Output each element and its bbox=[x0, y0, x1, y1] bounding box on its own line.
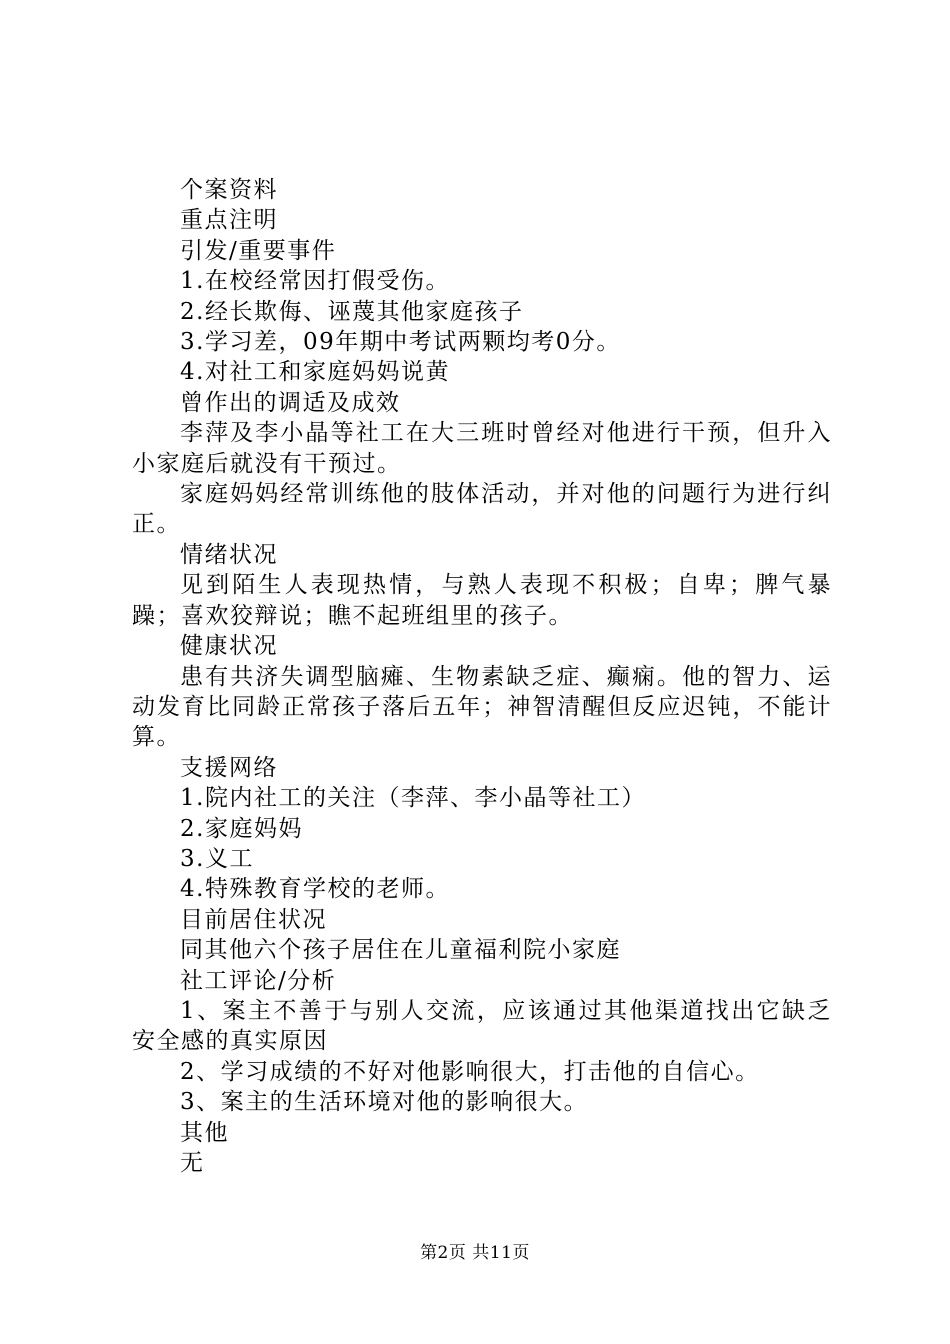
paragraph-analysis-heading: 社工评论/分析 bbox=[180, 967, 337, 994]
paragraph-living-text: 同其他六个孩子居住在儿童福利院小家庭 bbox=[180, 937, 621, 964]
paragraph-adjustments-heading: 曾作出的调适及成效 bbox=[180, 389, 401, 416]
paragraph-case-info: 个案资料 bbox=[180, 177, 278, 203]
paragraph-support-3: 3.义工 bbox=[180, 845, 254, 872]
paragraph-event-4: 4.对社工和家庭妈妈说黄 bbox=[180, 359, 450, 386]
paragraph-support-4: 4.特殊教育学校的老师。 bbox=[180, 876, 450, 903]
paragraph-analysis-1: 1、案主不善于与别人交流，应该通过其他渠道找出它缺乏安全感的真实原因 bbox=[132, 997, 832, 1055]
paragraph-event-2: 2.经长欺侮、诬蔑其他家庭孩子 bbox=[180, 298, 524, 325]
paragraph-other-text: 无 bbox=[180, 1150, 205, 1176]
paragraph-other-heading: 其他 bbox=[180, 1119, 229, 1146]
paragraph-event-3: 3.学习差，09年期中考试两颗均考0分。 bbox=[180, 329, 621, 356]
paragraph-trigger-events-heading: 引发/重要事件 bbox=[180, 237, 337, 264]
paragraph-support-heading: 支援网络 bbox=[180, 754, 278, 781]
paragraph-key-notes: 重点注明 bbox=[180, 207, 278, 234]
paragraph-adjustment-2: 家庭妈妈经常训练他的肢体活动，并对他的问题行为进行纠正。 bbox=[132, 481, 832, 538]
paragraph-support-2: 2.家庭妈妈 bbox=[180, 815, 303, 842]
paragraph-living-heading: 目前居住状况 bbox=[180, 906, 327, 933]
paragraph-event-1: 1.在校经常因打假受伤。 bbox=[180, 268, 450, 295]
paragraph-emotion-text: 见到陌生人表现热情，与熟人表现不积极；自卑；脾气暴躁；喜欢狡辩说；瞧不起班组里的孩子。 bbox=[132, 572, 832, 629]
page-footer: 第2页 共11页 bbox=[420, 1243, 530, 1263]
document-body bbox=[132, 175, 832, 1178]
paragraph-adjustment-1: 李萍及李小晶等社工在大三班时曾经对他进行干预，但升入小家庭后就没有干预过。 bbox=[132, 420, 832, 477]
paragraph-analysis-2: 2、学习成绩的不好对他影响很大，打击他的自信心。 bbox=[180, 1058, 760, 1085]
paragraph-analysis-3: 3、案主的生活环境对他的影响很大。 bbox=[180, 1089, 589, 1116]
paragraph-support-1: 1.院内社工的关注（李萍、李小晶等社工） bbox=[180, 785, 646, 812]
paragraph-health-text: 患有共济失调型脑瘫、生物素缺乏症、癫痫。他的智力、运动发育比同龄正常孩子落后五年；神智清醒但反应迟钝，不能计算。 bbox=[132, 663, 832, 751]
paragraph-emotion-heading: 情绪状况 bbox=[180, 541, 278, 568]
paragraph-health-heading: 健康状况 bbox=[180, 633, 278, 660]
